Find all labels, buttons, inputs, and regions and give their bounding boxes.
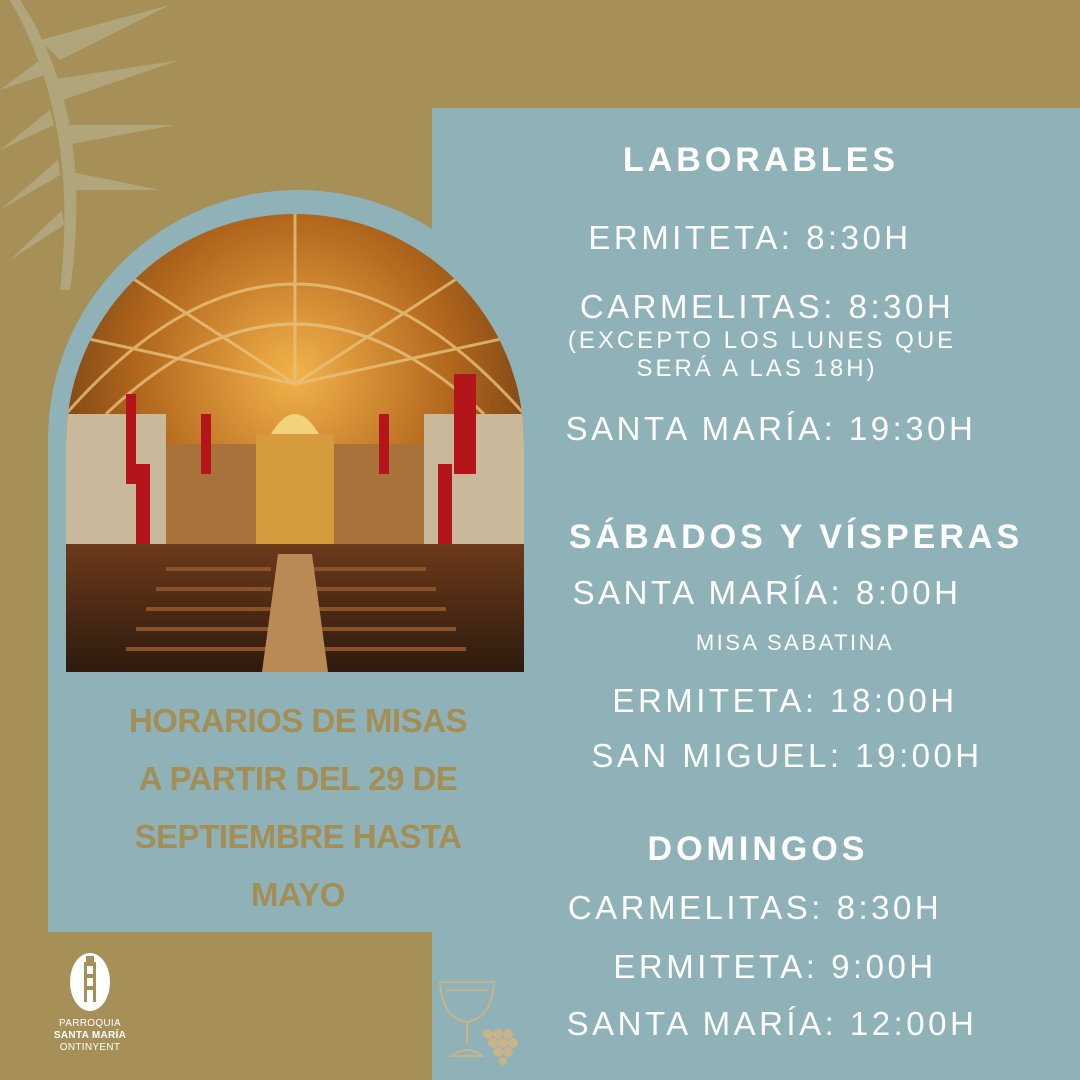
sabados-santa-maria-note: MISA SABATINA xyxy=(695,630,895,655)
logo-text: ONTINYENT xyxy=(59,1042,121,1053)
domingos-heading: DOMINGOS xyxy=(647,830,869,868)
domingos-ermiteta: ERMITETA: 9:00H xyxy=(613,948,937,985)
laborables-santa-maria: SANTA MARÍA: 19:30H xyxy=(565,410,977,447)
caption-line: MAYO xyxy=(251,876,345,913)
sabados-heading: SÁBADOS Y VÍSPERAS xyxy=(568,518,1024,556)
sabados-santa-maria: SANTA MARÍA: 8:00H xyxy=(572,574,962,611)
parish-logo xyxy=(50,948,130,1054)
domingos-carmelitas: CARMELITAS: 8:30H xyxy=(567,889,943,926)
laborables-carmelitas: CARMELITAS: 8:30H xyxy=(579,288,955,325)
domingos-santa-maria: SANTA MARÍA: 12:00H xyxy=(566,1005,978,1042)
church-interior-photo xyxy=(66,214,524,672)
chalice-grapes-icon xyxy=(432,976,532,1066)
caption-line: A PARTIR DEL 29 DE xyxy=(138,760,458,797)
caption-title xyxy=(48,692,548,924)
sabados-san-miguel: SAN MIGUEL: 19:00H xyxy=(591,737,983,774)
logo-text: PARROQUIA xyxy=(59,1018,121,1029)
church-logo-icon xyxy=(68,948,112,1012)
caption-line: SEPTIEMBRE HASTA xyxy=(134,818,462,855)
laborables-carmelitas-note: (EXCEPTO LOS LUNES QUE xyxy=(567,327,957,354)
sabados-ermiteta: ERMITETA: 18:00H xyxy=(612,682,958,719)
laborables-heading: LABORABLES xyxy=(622,141,900,179)
laborables-ermiteta: ERMITETA: 8:30H xyxy=(588,219,912,256)
laborables-carmelitas-note: SERÁ A LAS 18H) xyxy=(636,355,878,382)
logo-text: SANTA MARÍA xyxy=(53,1030,127,1041)
caption-line: HORARIOS DE MISAS xyxy=(128,702,468,739)
